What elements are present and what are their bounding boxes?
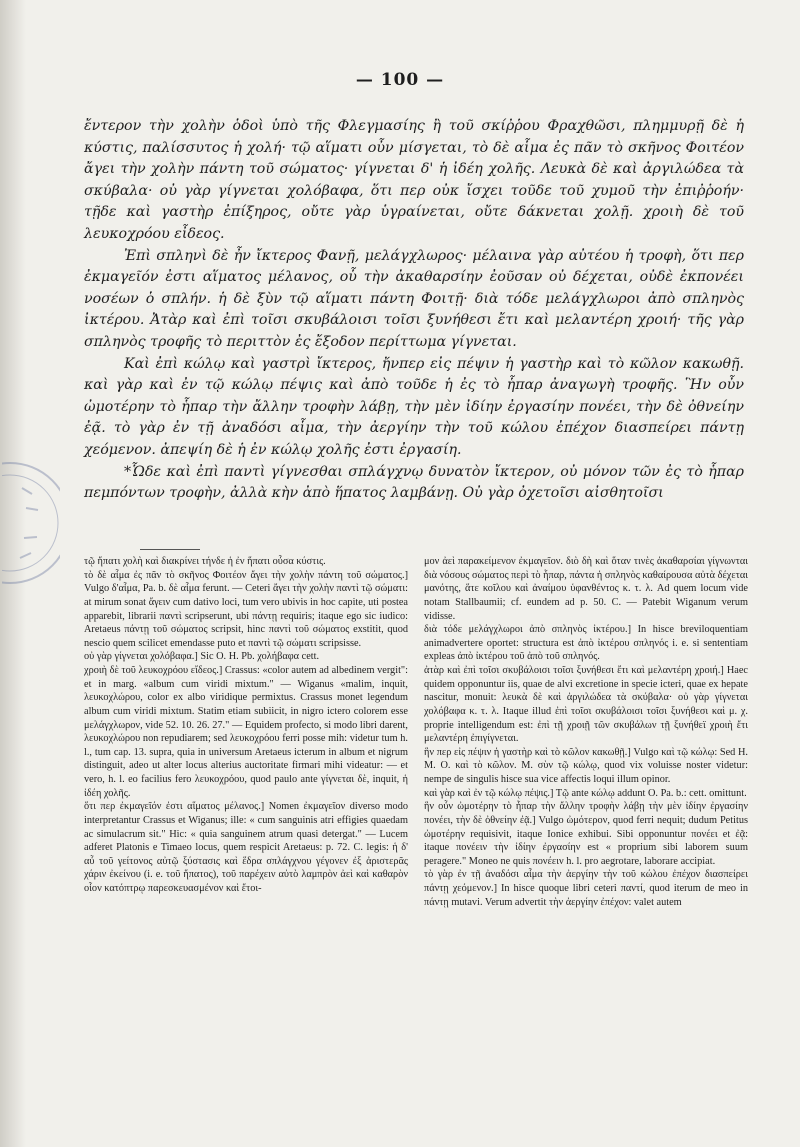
- footnote: οὐ γὰρ γίγνεται χολόβαφα.] Sic O. H. Pb. χολήβαφα cett.: [84, 651, 320, 663]
- main-text: [84, 116, 744, 505]
- footnote: ὅτι περ ἐκμαγεῖόν ἐστι αἵματος μέλανος.] Nomen ἐκμαγεῖον diverso modo interpretantur Crassus et Wiganus; ille: « cum sanguinis atri effigies quaedam ac simulacrum sit." Hic: « quia sanguinem atrum quasi detergat." — Lucem adferet Platonis e Timaeo locus, quem respicit Aretaeus: p. 72. C. legis: ἡ δ' αὖ τοῦ γείτονος αὐτῷ ξύστασις καὶ ἕδρα σπλάγχνου γέγονεν ἐξ ἀριστερᾶς χάριν ἐκείνου (i. e. τοῦ ἥπατος), τοῦ παρέχειν αὐτὸ λαμπρὸν ἀεὶ καὶ καθαρὸν οἷον κατόπτρῳ παρεσκευασμένον καὶ ἕτοι-: [84, 801, 408, 894]
- footnote: ἀτὰρ καὶ ἐπὶ τοῖσι σκυβάλοισι τοῖσι ξυνήθεσι ἔτι καὶ μελαντέρη χροιή.] Haec quidem opponuntur iis, quae de alvi excretione in specie icteri, quae ex hepate nascitur, monuit: λευκὰ δὲ καὶ ἀργιλώδεα τὰ σκύβαλα· οὐ γὰρ γίγνεται χολόβαφα κ. τ. λ. Itaque illud ἐπὶ τοῖσι σκυβάλοισι τοῖσι ξυνήθεσι καὶ μ. χ. proprie intelligendum est: ἐπὶ τῇ χροιῇ τῶν σκυβάλων τῇ ξυνήθεϊ χροιὴ ἔτι μελαντέρη ἐπιγίγνεται.: [424, 665, 748, 745]
- main-paragraph: Ἐπὶ σπληνὶ δὲ ἦν ἴκτερος Φανῇ, μελάγχλωρος· μέλαινα γὰρ αὐτέου ἡ τροφὴ, ὅτι περ ἐκμαγεῖόν ἐστι αἵματος μέλανος, οὗ τὴν ἀκαθαρσίην ἐοῦσαν οὐ δέχεται, οὐδὲ ἐκπονέει νοσέων ὁ σπλήν. ἡ δὲ ξὺν τῷ αἵματι πάντη Φοιτῇ· διὰ τόδε μελάγχλωροι ἀπὸ σπληνὸς ἰκτέρου. Ἀτὰρ καὶ ἐπὶ τοῖσι σκυβάλοισι τοῖσι ξυνήθεσι ἔτι καὶ μελαντέρη χροιή· τῆς γὰρ σπληνὸς τροφῆς τὸ περιττὸν ἐς ἔξοδον περίττωμα γίγνεται.: [84, 247, 744, 350]
- footnote: ἣν οὖν ὠμοτέρην τὸ ἧπαρ τὴν ἄλλην τροφὴν λάβῃ τὴν μὲν ἰδίην ἐργασίην πονέει, τὴν δὲ ὀθνείην ἐᾷ.] Vulgo ὠμότερον, quod ferri nequit; dudum Petitus ὠμοτέρην requisivit, itaque Ionice exhibui. Sibi opponuntur πονέει et ἐᾷ: itaque πονέειν τὴν ἰδίην ἐργασίην est « proprium sibi laborem suum peragere." Moneo ne quis πονέειν h. l. pro aegrotare, laborare accipiat.: [424, 801, 748, 867]
- footnote-column-right: [424, 555, 748, 909]
- footnote: τὸ δὲ αἷμα ἐς πᾶν τὸ σκῆνος Φοιτέον ἄγει τὴν χολὴν πάντη τοῦ σώματος.] Vulgo δ'αἷμα, Pa. b. δὲ αἷμα ferunt. — Ceteri ἄγει τὴν χολὴν παντὶ τῷ σώματι: at mirum sonat ἄγειν cum dativo loci, tum vero ubivis in hoc capite, uti postea apparebit, librarii παντὶ scripserunt, ubi πάντῃ requiris; itaque ego sic iudico: Aretaeus πάντῃ τοῦ σώματος scripsit, hinc παντὶ τοῦ σώματος exstitit, quod nescio quem scilicet emendasse puto et παντὶ τῷ σώματι scripsisse.: [84, 569, 408, 649]
- footnote: μον ἀεὶ παρακείμενον ἐκμαγεῖον. διὸ δὴ καὶ ὅταν τινὲς ἀκαθαρσίαι γίγνωνται διὰ νόσους σώματος περὶ τὸ ἧπαρ, πάντα ἡ σπληνὸς καθαίρουσα αὐτὰ δέχεται μανότης, ἅτε κοῖλου καὶ ἀναίμου ὑφανθέντος κ. τ. λ. Ad quem locum vide notam Stallbaumii; cf. eundem ad p. 50. C. — Patebit Wiganum verum vidisse.: [424, 556, 748, 622]
- footnote: καὶ γὰρ καὶ ἐν τῷ κώλῳ πέψις.] Τῷ ante κώλῳ addunt O. Pa. b.: cett. omittunt.: [424, 787, 747, 799]
- footnote-rule: [140, 549, 200, 550]
- footnote: χροιὴ δὲ τοῦ λευκοχρόου εἴδεος.] Crassus: «color autem ad albedinem vergit": et in marg. «album cum viridi mixtum." — Wiganus «malim, inquit, λευκοχλώρου, color ex albo viridique permixtus. Crassus monet legendum album cum viridi mixtum. Statim etiam subiicit, in nigro ictero colorem esse μελάγχλωρον, vide 52. 10. 26. 27." — Equidem profecto, si modo libri darent, λευκοχλώρου non repudiarem; sed λευκοχρόου ferri posse mih: videtur tum h. l., tum cap. 13. supra, quia in universum Aretaeus icterum in album et nigrum distinguit, adeo ut alter locus alterius auctoritate firmari mihi videatur: — et vero, h. l. eo facilius fero λευκοχρόου, quod paulo ante γίγνεται δὲ, inquit, ἡ ἰδέη χολῆς.: [84, 665, 408, 799]
- page-number: — 100 —: [355, 70, 445, 90]
- main-paragraph: ἔντερον τὴν χολὴν ὁδοὶ ὑπὸ τῆς Φλεγμασίης ἢ τοῦ σκίῤῥου Φραχθῶσι, πλημμυρῇ δὲ ἡ κύστις, παλίσσυτος ἡ χολή· τῷ αἵματι οὖν μίσγεται, τὸ δὲ αἷμα ἐς πᾶν τὸ σκῆνος Φοιτέον ἄγει τὴν χολὴν πάντη τοῦ σώματος· γίγνεται δ' ἡ ἰδέη χολῆς. Λευκὰ δὲ καὶ ἀργιλώδεα τὰ σκύβαλα· οὐ γὰρ γίγνεται χολόβαφα, ὅτι περ οὐκ ἴσχει τοῦδε τοῦ χυμοῦ τὴν ἐπιῤῥοήν· τῇδε καὶ γαστὴρ ἐπίξηρος, οὔτε γὰρ ὑγραίνεται, οὔτε δάκνεται χολῇ. χροιὴ δὲ τοῦ λευκοχρόου εἶδεος.: [84, 118, 744, 242]
- footnote-column-left: [84, 555, 408, 909]
- footnote: τὸ γὰρ ἐν τῇ ἀναδόσι αἷμα τὴν ἀεργίην τὴν τοῦ κώλου ἐπέχον διασπείρει πάντῃ χεόμενον.] In hisce quoque libri ceteri παντί, quod iterum de meo in πάντῃ mutavi. Verum advertit τὴν ἀεργίην ἐπέχον: valet autem: [424, 869, 748, 908]
- footnote: ἣν περ εἰς πέψιν ἡ γαστὴρ καὶ τὸ κῶλον κακωθῇ.] Vulgo καὶ τῷ κώλῳ: Sed H. M. O. καὶ τὸ κῶλον. M. σὺν τῷ κώλῳ, quod vix voluisse noster videtur: nempe de singulis hisce sua vice affectis loqui illum opinor.: [424, 746, 748, 785]
- main-paragraph: *Ὧδε καὶ ἐπὶ παντὶ γίγνεσθαι σπλάγχνῳ δυνατὸν ἴκτερον, οὐ μόνον τῶν ἐς τὸ ἧπαρ πεμπόντων τροφὴν, ἀλλὰ κὴν ἀπὸ ἥπατος λαμβάνῃ. Οὐ γὰρ ὀχετοῖσι αἰσθητοῖσι: [84, 463, 744, 502]
- library-stamp: [2, 418, 60, 628]
- footnote: τῷ ἥπατι χολὴ καὶ διακρίνει τήνδε ἡ ἐν ἥπατι οὖσα κύστις.: [84, 556, 326, 567]
- footnotes: [84, 555, 748, 909]
- footnote: διὰ τόδε μελάγχλωροι ἀπὸ σπληνὸς ἰκτέρου.] In hisce breviloquentiam animadvertere oportet: structura est ἀπὸ ἰκτέρου σπληνός i. e. si sententiam expleas ἀπὸ ἰκτέρου τοῦ ἀπὸ τοῦ σπληνός.: [424, 624, 748, 663]
- main-paragraph: Καὶ ἐπὶ κώλῳ καὶ γαστρὶ ἴκτερος, ἤνπερ εἰς πέψιν ἡ γαστὴρ καὶ τὸ κῶλον κακωθῇ. καὶ γὰρ καὶ ἐν τῷ κώλῳ πέψις καὶ ἀπὸ τοῦδε ἡ ἐς τὸ ἧπαρ ἀναγωγὴ τροφῆς. Ἣν οὖν ὠμοτέρην τὸ ἧπαρ τὴν ἄλλην τροφὴν λάβῃ, τὴν μὲν ἰδίην ἐργασίην πονέει, τὴν δὲ ὀθνείην ἐᾷ. τὸ γὰρ ἐν τῇ ἀναδόσι αἷμα, τὴν ἀεργίην τὴν τοῦ κώλου ἐπέχον διασπείρει πάντῃ χεόμενον. ἀπεψίη δὲ ἡ ἐν κώλῳ χολῆς ἐστι ἐργασίη.: [84, 355, 744, 458]
